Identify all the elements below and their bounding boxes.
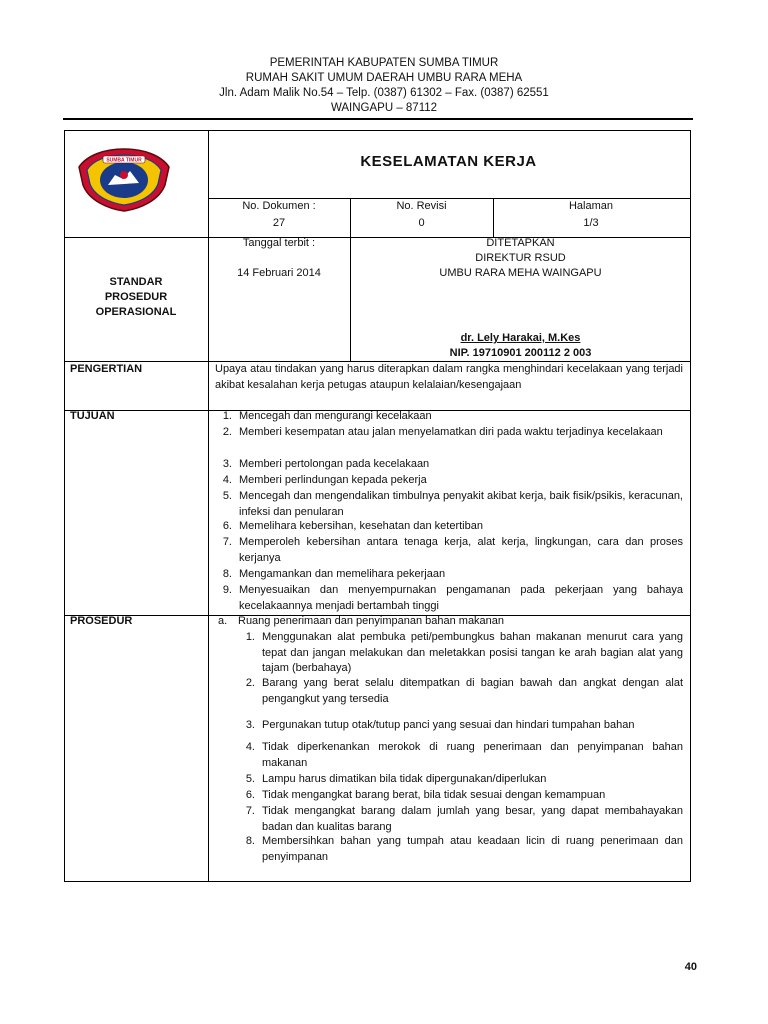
- list-item-number: 4.: [222, 474, 232, 486]
- list-item-number: 7.: [222, 536, 232, 548]
- prosedur-section-title: Ruang penerimaan dan penyimpanan bahan makanan: [238, 615, 505, 627]
- list-item-text: Memperoleh kebersihan antara tenaga kerja, alat kerja, lingkungan, cara dan proses kerjanya: [239, 536, 683, 564]
- list-item-text: Lampu harus dimatikan bila tidak dipergunakan/diperlukan: [262, 773, 547, 785]
- sop-label-1: STANDAR: [109, 276, 163, 288]
- list-item-number: 6.: [245, 789, 255, 801]
- sop-label-3: OPERASIONAL: [95, 306, 177, 318]
- list-item-number: 1.: [222, 410, 232, 422]
- list-item-number: 9.: [222, 584, 232, 596]
- list-item-text: Menggunakan alat pembuka peti/pembungkus bahan makanan menurut cara yang tepat dan jangan melakukan dan meletakkan posisi tangan ke arah bagian alat yang tajam (berbahaya): [262, 631, 683, 674]
- doc-number-value: 27: [272, 217, 286, 229]
- list-item-number: 7.: [245, 805, 255, 817]
- page-label: Halaman: [568, 200, 614, 212]
- letterhead-line-4: WAINGAPU – 87112: [330, 102, 438, 114]
- date-value: 14 Februari 2014: [237, 267, 321, 279]
- approval-line-2: DIREKTUR RSUD: [475, 252, 566, 264]
- page-number: 40: [684, 961, 697, 973]
- list-item-number: 4.: [245, 741, 255, 753]
- list-item-number: 1.: [245, 631, 255, 643]
- date-label: Tanggal terbit :: [242, 237, 316, 249]
- prosedur-section-letter: a.: [218, 615, 228, 627]
- list-item-number: 3.: [245, 719, 255, 731]
- pengertian-label: PENGERTIAN: [70, 363, 143, 375]
- list-item-text: Memelihara kebersihan, kesehatan dan ketertiban: [239, 520, 483, 532]
- letterhead: [0, 56, 768, 116]
- letterhead-line-2: RUMAH SAKIT UMUM DAERAH UMBU RARA MEHA: [245, 72, 523, 84]
- sop-label-2: PROSEDUR: [104, 291, 168, 303]
- list-item-text: Menyesuaikan dan menyempurnakan pengamanan pada pekerjaan yang bahaya kecelakaannya menjadi bertambah tinggi: [239, 584, 683, 612]
- logo-text: SUMBA TIMUR: [106, 157, 142, 164]
- list-item-text: Barang yang berat selalu ditempatkan di bagian bawah dan angkat dengan alat pengangkut yang tersedia: [262, 677, 683, 705]
- list-item-number: 8.: [222, 568, 232, 580]
- letterhead-line-3: Jln. Adam Malik No.54 – Telp. (0387) 61302 – Fax. (0387) 62551: [219, 87, 549, 99]
- list-item-number: 6.: [222, 520, 232, 532]
- list-item-number: 5.: [245, 773, 255, 785]
- list-item-number: 8.: [245, 835, 255, 847]
- approval-line-3: UMBU RARA MEHA WAINGAPU: [439, 267, 602, 279]
- prosedur-label: PROSEDUR: [70, 615, 133, 627]
- list-item-number: 5.: [222, 490, 232, 502]
- tujuan-label: TUJUAN: [70, 410, 115, 422]
- list-item-text: Pergunakan tutup otak/tutup panci yang sesuai dan hindari tumpahan bahan: [262, 719, 635, 731]
- hospital-logo: [75, 145, 173, 213]
- revision-label: No. Revisi: [396, 200, 447, 212]
- signer-nip: NIP. 19710901 200112 2 003: [449, 347, 592, 359]
- doc-number-label: No. Dokumen :: [242, 200, 316, 212]
- list-item-text: Mencegah dan mengurangi kecelakaan: [239, 410, 432, 422]
- list-item-number: 2.: [222, 426, 232, 438]
- signer-name: dr. Lely Harakai, M.Kes: [460, 332, 581, 344]
- page-value: 1/3: [583, 217, 599, 229]
- letterhead-rule: [63, 118, 693, 120]
- list-item-text: Tidak mengangkat barang dalam jumlah yang besar, yang dapat membahayakan badan dan kualitas barang: [262, 805, 683, 833]
- approval-line-1: DITETAPKAN: [486, 237, 555, 249]
- list-item-text: Memberi perlindungan kepada pekerja: [239, 474, 427, 486]
- list-item-text: Tidak mengangkat barang berat, bila tidak sesuai dengan kemampuan: [262, 789, 606, 801]
- list-item-text: Mencegah dan mengendalikan timbulnya penyakit akibat kerja, baik fisik/psikis, keracunan, infeksi dan penularan: [239, 490, 683, 518]
- page-title: KESELAMATAN KERJA: [360, 153, 537, 170]
- list-item-text: Membersihkan bahan yang tumpah atau keadaan licin di ruang penerimaan dan penyimpanan: [262, 835, 683, 863]
- list-item-number: 3.: [222, 458, 232, 470]
- letterhead-line-1: PEMERINTAH KABUPATEN SUMBA TIMUR: [269, 57, 499, 69]
- pengertian-text: Upaya atau tindakan yang harus diterapkan dalam rangka menghindari kecelakaan yang terjadi akibat kesalahan kerja petugas ataupun kelalaian/kesengajaan: [215, 363, 683, 391]
- list-item-text: Tidak diperkenankan merokok di ruang penerimaan dan penyimpanan bahan makanan: [262, 741, 683, 769]
- list-item-number: 2.: [245, 677, 255, 689]
- list-item-text: Memberi kesempatan atau jalan menyelamatkan diri pada waktu terjadinya kecelakaan: [239, 426, 663, 438]
- list-item-text: Memberi pertolongan pada kecelakaan: [239, 458, 430, 470]
- revision-value: 0: [418, 217, 425, 229]
- list-item-text: Mengamankan dan memelihara pekerjaan: [239, 568, 446, 580]
